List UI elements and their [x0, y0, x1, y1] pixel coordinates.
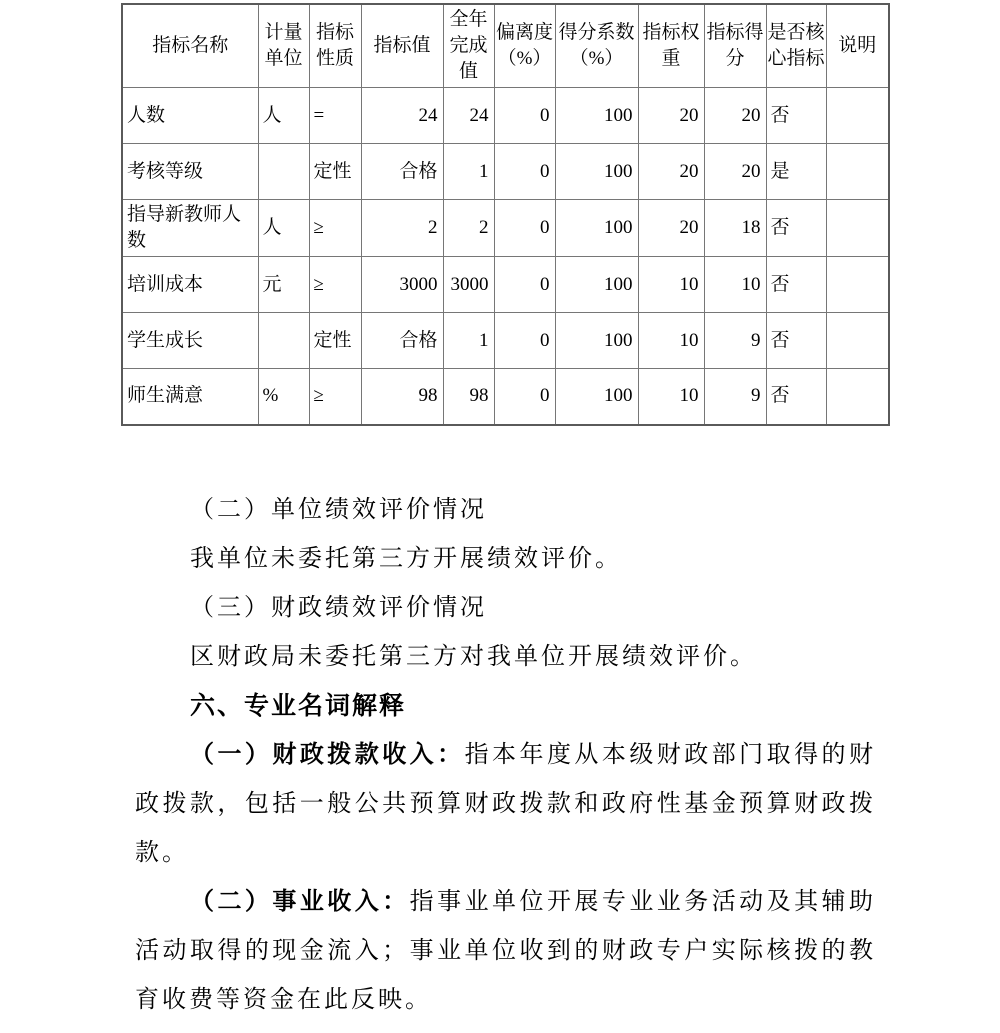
cell-score: 9: [704, 313, 766, 369]
cell-is-core: 是: [766, 144, 826, 200]
cell-note: [826, 257, 889, 313]
cell-nature: =: [309, 88, 361, 144]
header-unit: 计量单位: [258, 4, 309, 88]
cell-deviation: 0: [494, 369, 555, 425]
cell-unit: %: [258, 369, 309, 425]
cell-is-core: 否: [766, 200, 826, 257]
cell-coefficient: 100: [555, 200, 638, 257]
table-row: [122, 200, 889, 257]
cell-completion: 1: [443, 313, 494, 369]
cell-is-core: 否: [766, 369, 826, 425]
cell-score: 18: [704, 200, 766, 257]
cell-note: [826, 200, 889, 257]
cell-weight: 20: [638, 200, 704, 257]
cell-coefficient: 100: [555, 88, 638, 144]
term-2-label: （二）事业收入：: [190, 889, 410, 915]
cell-weight: 20: [638, 144, 704, 200]
cell-deviation: 0: [494, 200, 555, 257]
indicator-table: [121, 3, 890, 426]
table-row: [122, 88, 889, 144]
cell-coefficient: 100: [555, 257, 638, 313]
table-row: [122, 313, 889, 369]
table-row: [122, 369, 889, 425]
cell-is-core: 否: [766, 88, 826, 144]
cell-deviation: 0: [494, 88, 555, 144]
term-1-text: 指本年度从本级财政部门取得的财政拨款，包括一般公共预算财政拨款和政府性基金预算财政拨款。: [135, 742, 877, 866]
cell-unit: 人: [258, 200, 309, 257]
section-2-heading: （二）单位绩效评价情况: [190, 497, 487, 523]
cell-unit: [258, 313, 309, 369]
cell-name: 学生成长: [122, 313, 258, 369]
header-indicator-name: 指标名称: [122, 4, 258, 88]
header-weight: 指标权重: [638, 4, 704, 88]
body-text: [135, 486, 876, 1025]
cell-nature: 定性: [309, 144, 361, 200]
cell-name: 培训成本: [122, 257, 258, 313]
cell-note: [826, 313, 889, 369]
header-annual-completion: 全年完成值: [443, 4, 494, 88]
header-score: 指标得分: [704, 4, 766, 88]
cell-nature: ≥: [309, 369, 361, 425]
cell-unit: 元: [258, 257, 309, 313]
cell-score: 9: [704, 369, 766, 425]
cell-coefficient: 100: [555, 369, 638, 425]
term-2-text: 指事业单位开展专业业务活动及其辅助活动取得的现金流入；事业单位收到的财政专户实际核拨的教育收费等资金在此反映。: [135, 889, 877, 1013]
cell-target: 24: [361, 88, 443, 144]
cell-weight: 10: [638, 313, 704, 369]
cell-deviation: 0: [494, 144, 555, 200]
cell-coefficient: 100: [555, 313, 638, 369]
header-note: 说明: [826, 4, 889, 88]
header-deviation: 偏离度（%）: [494, 4, 555, 88]
table-row: [122, 257, 889, 313]
cell-completion: 98: [443, 369, 494, 425]
cell-note: [826, 88, 889, 144]
term-definition-1: [135, 731, 876, 878]
cell-name: 考核等级: [122, 144, 258, 200]
cell-completion: 24: [443, 88, 494, 144]
cell-nature: ≥: [309, 200, 361, 257]
cell-nature: 定性: [309, 313, 361, 369]
cell-target: 合格: [361, 144, 443, 200]
cell-note: [826, 144, 889, 200]
cell-name: 师生满意: [122, 369, 258, 425]
cell-is-core: 否: [766, 313, 826, 369]
cell-completion: 3000: [443, 257, 494, 313]
term-1-label: （一）财政拨款收入：: [190, 742, 465, 768]
cell-weight: 10: [638, 257, 704, 313]
header-score-coefficient: 得分系数（%）: [555, 4, 638, 88]
cell-unit: 人: [258, 88, 309, 144]
cell-score: 10: [704, 257, 766, 313]
header-target-value: 指标值: [361, 4, 443, 88]
cell-nature: ≥: [309, 257, 361, 313]
term-definition-2: [135, 878, 876, 1025]
cell-deviation: 0: [494, 257, 555, 313]
cell-weight: 20: [638, 88, 704, 144]
section-3-body: 区财政局未委托第三方对我单位开展绩效评价。: [190, 644, 757, 670]
cell-completion: 1: [443, 144, 494, 200]
cell-score: 20: [704, 144, 766, 200]
cell-note: [826, 369, 889, 425]
cell-coefficient: 100: [555, 144, 638, 200]
cell-weight: 10: [638, 369, 704, 425]
cell-score: 20: [704, 88, 766, 144]
section-6-heading: 六、专业名词解释: [190, 692, 407, 720]
cell-completion: 2: [443, 200, 494, 257]
header-is-core: 是否核心指标: [766, 4, 826, 88]
cell-is-core: 否: [766, 257, 826, 313]
table-header-row: [122, 4, 889, 88]
table-row: [122, 144, 889, 200]
section-2-body: 我单位未委托第三方开展绩效评价。: [190, 546, 622, 572]
cell-unit: [258, 144, 309, 200]
cell-deviation: 0: [494, 313, 555, 369]
cell-target: 2: [361, 200, 443, 257]
cell-target: 98: [361, 369, 443, 425]
cell-target: 合格: [361, 313, 443, 369]
section-3-heading: （三）财政绩效评价情况: [190, 595, 487, 621]
cell-name: 人数: [122, 88, 258, 144]
cell-target: 3000: [361, 257, 443, 313]
header-nature: 指标性质: [309, 4, 361, 88]
cell-name: 指导新教师人数: [122, 200, 258, 257]
